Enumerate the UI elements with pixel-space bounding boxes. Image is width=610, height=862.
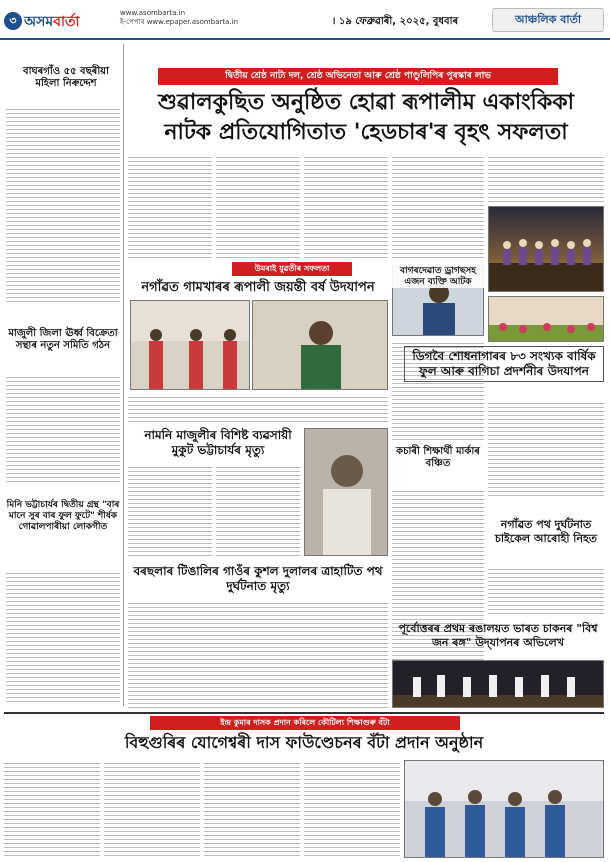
section-label: আঞ্চলিক বাৰ্তা xyxy=(492,8,604,32)
lead-headline-line1: শুৱালকুছিত অনুষ্ঠিত হোৱা ৰূপালীম একাংকিকা xyxy=(158,89,574,115)
page-number: ৩ xyxy=(4,12,22,30)
majuli-photo xyxy=(304,428,388,556)
page-header xyxy=(0,0,610,40)
lead-photo xyxy=(488,206,604,292)
award-ceremony-photo xyxy=(405,761,604,858)
cycle-accident-body xyxy=(488,566,604,616)
bottom-rule xyxy=(4,712,604,714)
left-story2-headline: মাজুলী জিলা ঊৰ্ধ্ব বিক্ৰেতা সন্থাৰ নতুন সমিতি গঠন xyxy=(8,328,118,351)
purbottar-photo xyxy=(392,660,604,708)
left-story1-headline: বাঘৰগাঁও ৫৫ বছৰীয়া মহিলা নিৰুদ্দেশ xyxy=(23,66,109,89)
lead-body-col2 xyxy=(216,154,300,258)
obituary-portrait xyxy=(305,429,388,556)
majuli-headline: নামনি মাজুলীৰ বিশিষ্ট ব্যৱসায়ী মুকুট ভট্টাচাৰ্যৰ মৃত্যু xyxy=(144,428,292,457)
website-urls: www.asombarta.in ই-পেপাৰ www.epaper.asombarta.in xyxy=(120,9,239,26)
umrai-label: উমৰাই যুৱতীৰ সফলতা xyxy=(232,262,352,276)
majuli-body-2 xyxy=(216,464,300,556)
flower-exhibition-photo xyxy=(489,297,604,342)
left-story1-body xyxy=(6,106,120,302)
left-column xyxy=(4,44,124,706)
bottom-kicker: ইন্দ্ৰ কুমাৰ দাসক প্ৰদান কৰিলে কৌটিল্য শিক্ষাগুৰু বঁটা xyxy=(150,716,460,730)
bottom-photo xyxy=(404,760,604,858)
gamkhar-photo xyxy=(130,300,250,390)
drug-headline: বাগৰদেৱাত ড্ৰাগছসহ এজন ব্যক্তি আটক xyxy=(392,266,484,288)
accident-body xyxy=(128,600,388,708)
issue-date: । ১৯ ফেব্ৰুৱাৰী, ২০২৫, বুধবাৰ xyxy=(331,16,459,27)
gamkhar-photo-2 xyxy=(252,300,388,390)
stage-performance-photo xyxy=(393,661,604,708)
left-story3-headline: মিনি ভট্টাচাৰ্যৰ দ্বিতীয় গ্ৰন্থ "বাৰ মানে সুৰ বাৰ ফুল ফুটে" শীৰ্ষক গোৱালপাৰীয়া লোকগীত xyxy=(6,500,120,532)
gamkhar-body xyxy=(128,394,388,422)
gamkhar-headline: নগাঁৱত গামখাৰৰ ৰূপালী জয়ন্তী বৰ্ষ উদযাপন xyxy=(141,280,375,295)
stage-award-photo xyxy=(489,207,604,292)
flower-show-headline: ডিগবৈ শোধনাগাৰৰ ৮৩ সংখ্যক বাৰ্ষিক ফুল আৰু বাগিচা প্ৰদৰ্শনীৰ উদযাপন xyxy=(404,346,604,382)
cycle-accident-headline: নগাঁৱত পথ দুৰ্ঘটনাত চাইকেল আৰোহী নিহত xyxy=(494,518,598,545)
bottom-body-4 xyxy=(304,760,400,858)
bottom-headline: বিহুগুৰিৰ যোগেশ্বৰী দাস ফাউণ্ডেচনৰ বঁটা প্ৰদান অনুষ্ঠান xyxy=(124,733,484,752)
women-group-photo xyxy=(131,301,250,390)
bottom-body-2 xyxy=(104,760,200,858)
bottom-body-3 xyxy=(204,760,300,858)
kachari-headline: কচাৰী শিক্ষাৰ্থী মাৰ্কাৰ বঞ্চিত xyxy=(396,446,480,469)
lead-body-col5 xyxy=(488,154,604,204)
bottom-body-1 xyxy=(4,760,100,858)
lead-body-col4 xyxy=(392,154,484,258)
portrait-photo xyxy=(253,301,388,390)
lead-body-col3 xyxy=(304,154,388,258)
masthead-logo: অসমবাৰ্তা xyxy=(24,14,80,30)
lead-body-col1 xyxy=(128,154,212,258)
flower-show-photo xyxy=(488,296,604,342)
accident-headline: বৰছলাৰ টিঙালিৰ গাওঁৰ কুশল দুলালৰ ত্ৰাহাটিত পথ দুৰ্ঘটনাত মৃত্যু xyxy=(133,564,383,593)
lead-kicker: দ্বিতীয় শ্ৰেষ্ঠ নাট্য দল, শ্ৰেষ্ঠ অভিনেতা আৰু শ্ৰেষ্ঠ পাণ্ডুলিপিৰ পুৰস্কাৰ লাভ xyxy=(158,68,558,85)
majuli-body-1 xyxy=(128,464,212,556)
left-story3-body xyxy=(6,570,120,704)
flower-show-body xyxy=(488,400,604,496)
lead-headline-line2: নাটক প্ৰতিযোগিতাত 'হেডচাৰ'ৰ বৃহৎ সফলতা xyxy=(164,119,568,145)
left-story2-body xyxy=(6,374,120,484)
purbottar-headline: পূৰ্বোত্তৰৰ প্ৰথম ৰঙালয়ত ভাৰত চাকনৰ "বিশ্ব জন ৰঙ্গ" উদ্‌যাপনৰ অভিলেখ xyxy=(398,622,598,649)
